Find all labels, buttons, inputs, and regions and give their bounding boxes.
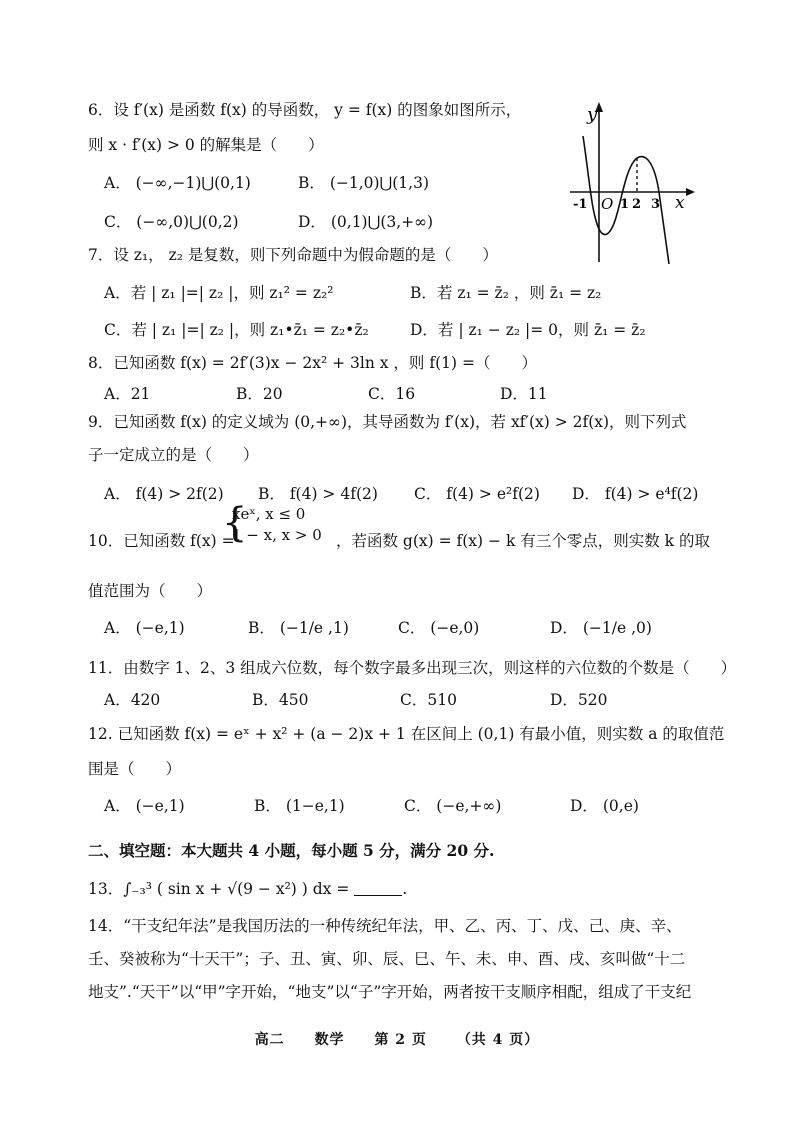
footer-total-pages: （共 4 页） bbox=[456, 1032, 540, 1048]
q9-option-b: B． f(4) > 4f(2) bbox=[258, 485, 378, 503]
section-2-heading: 二、填空题：本大题共 4 小题，每小题 5 分，满分 20 分. bbox=[88, 841, 495, 860]
q8-option-b: B．20 bbox=[236, 385, 283, 403]
q13-answer-blank[interactable] bbox=[354, 881, 402, 896]
q6-function-graph bbox=[565, 96, 700, 266]
q11-option-a: A．420 bbox=[104, 691, 161, 709]
q7-option-c: C．若 | z₁ |=| z₂ |，则 z₁•z̄₁ = z₂•z̄₂ bbox=[104, 321, 369, 339]
q12-option-a: A． (−e,1) bbox=[104, 797, 185, 815]
graph-x-label: x bbox=[675, 193, 685, 213]
q7-option-a: A．若 | z₁ |=| z₂ |，则 z₁² = z₂² bbox=[104, 284, 334, 302]
q7-option-d: D．若 | z₁ − z₂ |= 0，则 z̄₁ = z̄₂ bbox=[410, 321, 646, 339]
q6-option-a: A． (−∞,−1)⋃(0,1) bbox=[104, 174, 251, 192]
q8-stem: 8．已知函数 f(x) = 2f′(3)x − 2x² + 3ln x ，则 f(1) =（ ） bbox=[88, 354, 537, 372]
q10-stem-suffix: ，若函数 g(x) = f(x) − k 有三个零点，则实数 k 的取 bbox=[336, 532, 711, 550]
q8-option-d: D．11 bbox=[500, 385, 548, 403]
q10-stem-line2: 值范围为（ ） bbox=[88, 582, 213, 600]
graph-y-label: y bbox=[587, 104, 598, 125]
q8-option-c: C．16 bbox=[368, 385, 416, 403]
graph-tick-3: 3 bbox=[651, 197, 661, 212]
q10-case-1: xeˣ, x ≤ 0 bbox=[232, 505, 306, 523]
footer-grade: 高二 bbox=[254, 1032, 285, 1048]
q13-integral: ∫₋₃³ ( sin x + √(9 − x²) ) dx = bbox=[123, 880, 350, 898]
q14-line1: 14．“干支纪年法”是我国历法的一种传统纪年法，甲、乙、丙、丁、戊、己、庚、辛、 bbox=[88, 917, 682, 935]
q10-case-2: 1 − x, x > 0 bbox=[232, 526, 322, 544]
q7-stem: 7．设 z₁， z₂ 是复数，则下列命题中为假命题的是（ ） bbox=[88, 246, 498, 264]
graph-tick-minus1: -1 bbox=[573, 197, 588, 212]
q10-piecewise-brace: { bbox=[222, 500, 248, 546]
q14-line3: 地支”.“天干”以“甲”字开始，“地支”以“子”字开始，两者按干支顺序相配，组成了干支纪 bbox=[88, 983, 692, 1001]
graph-tick-2: 2 bbox=[632, 197, 642, 212]
footer-page-number: 第 2 页 bbox=[374, 1032, 427, 1048]
q13-number: 13． bbox=[88, 880, 124, 898]
q10-option-d: D． (−1/e ,0) bbox=[550, 619, 652, 637]
q11-option-c: C．510 bbox=[400, 691, 457, 709]
q8-option-a: A．21 bbox=[104, 385, 151, 403]
page-footer bbox=[0, 1029, 794, 1049]
q11-option-d: D．520 bbox=[550, 691, 608, 709]
q11-option-b: B．450 bbox=[252, 691, 309, 709]
graph-origin-label: O bbox=[601, 195, 614, 213]
q13-period: . bbox=[402, 880, 408, 898]
q6-stem-line1: 6．设 f′(x) 是函数 f(x) 的导函数， y = f(x) 的图象如图所示， bbox=[88, 101, 522, 119]
q10-option-c: C． (−e,0) bbox=[398, 619, 480, 637]
q9-option-c: C． f(4) > e²f(2) bbox=[414, 485, 540, 503]
q13-row bbox=[88, 878, 407, 900]
q10-piecewise-cases bbox=[232, 504, 322, 546]
q12-option-c: C． (−e,+∞) bbox=[404, 797, 502, 815]
q11-stem: 11．由数字 1、2、3 组成六位数，每个数字最多出现三次，则这样的六位数的个数是（ ） bbox=[88, 659, 737, 677]
q12-stem-line2: 围是（ ） bbox=[88, 760, 182, 778]
q9-option-d: D． f(4) > e⁴f(2) bbox=[572, 485, 699, 503]
q10-option-b: B． (−1/e ,1) bbox=[248, 619, 349, 637]
q9-option-a: A． f(4) > 2f(2) bbox=[104, 485, 224, 503]
q9-stem-line2: 子一定成立的是（ ） bbox=[88, 446, 259, 464]
q9-stem-line1: 9．已知函数 f(x) 的定义域为 (0,+∞)，其导函数为 f′(x)，若 xf′(x) > 2f(x)，则下列式 bbox=[88, 413, 687, 431]
footer-subject: 数学 bbox=[314, 1032, 345, 1048]
q7-option-b: B．若 z₁ = z̄₂ ，则 z̄₁ = z₂ bbox=[410, 284, 602, 302]
graph-tick-1: 1 bbox=[620, 197, 630, 212]
q6-option-b: B． (−1,0)⋃(1,3) bbox=[298, 174, 430, 192]
q10-option-a: A． (−e,1) bbox=[104, 619, 185, 637]
q12-stem-line1: 12. 已知函数 f(x) = eˣ + x² + (a − 2)x + 1 在区间上 (0,1) 有最小值，则实数 a 的取值范 bbox=[88, 725, 725, 743]
q6-option-d: D． (0,1)⋃(3,+∞) bbox=[298, 213, 434, 231]
q10-stem-prefix: 10．已知函数 f(x) = bbox=[88, 532, 235, 550]
q6-stem-line2: 则 x · f′(x) > 0 的解集是（ ） bbox=[88, 136, 324, 154]
q14-line2: 壬、癸被称为“十天干”；子、丑、寅、卯、辰、巳、午、未、申、酉、戌、亥叫做“十二 bbox=[88, 950, 686, 968]
q6-option-c: C． (−∞,0)⋃(0,2) bbox=[104, 213, 239, 231]
q12-option-b: B． (1−e,1) bbox=[254, 797, 345, 815]
q12-option-d: D． (0,e) bbox=[570, 797, 639, 815]
